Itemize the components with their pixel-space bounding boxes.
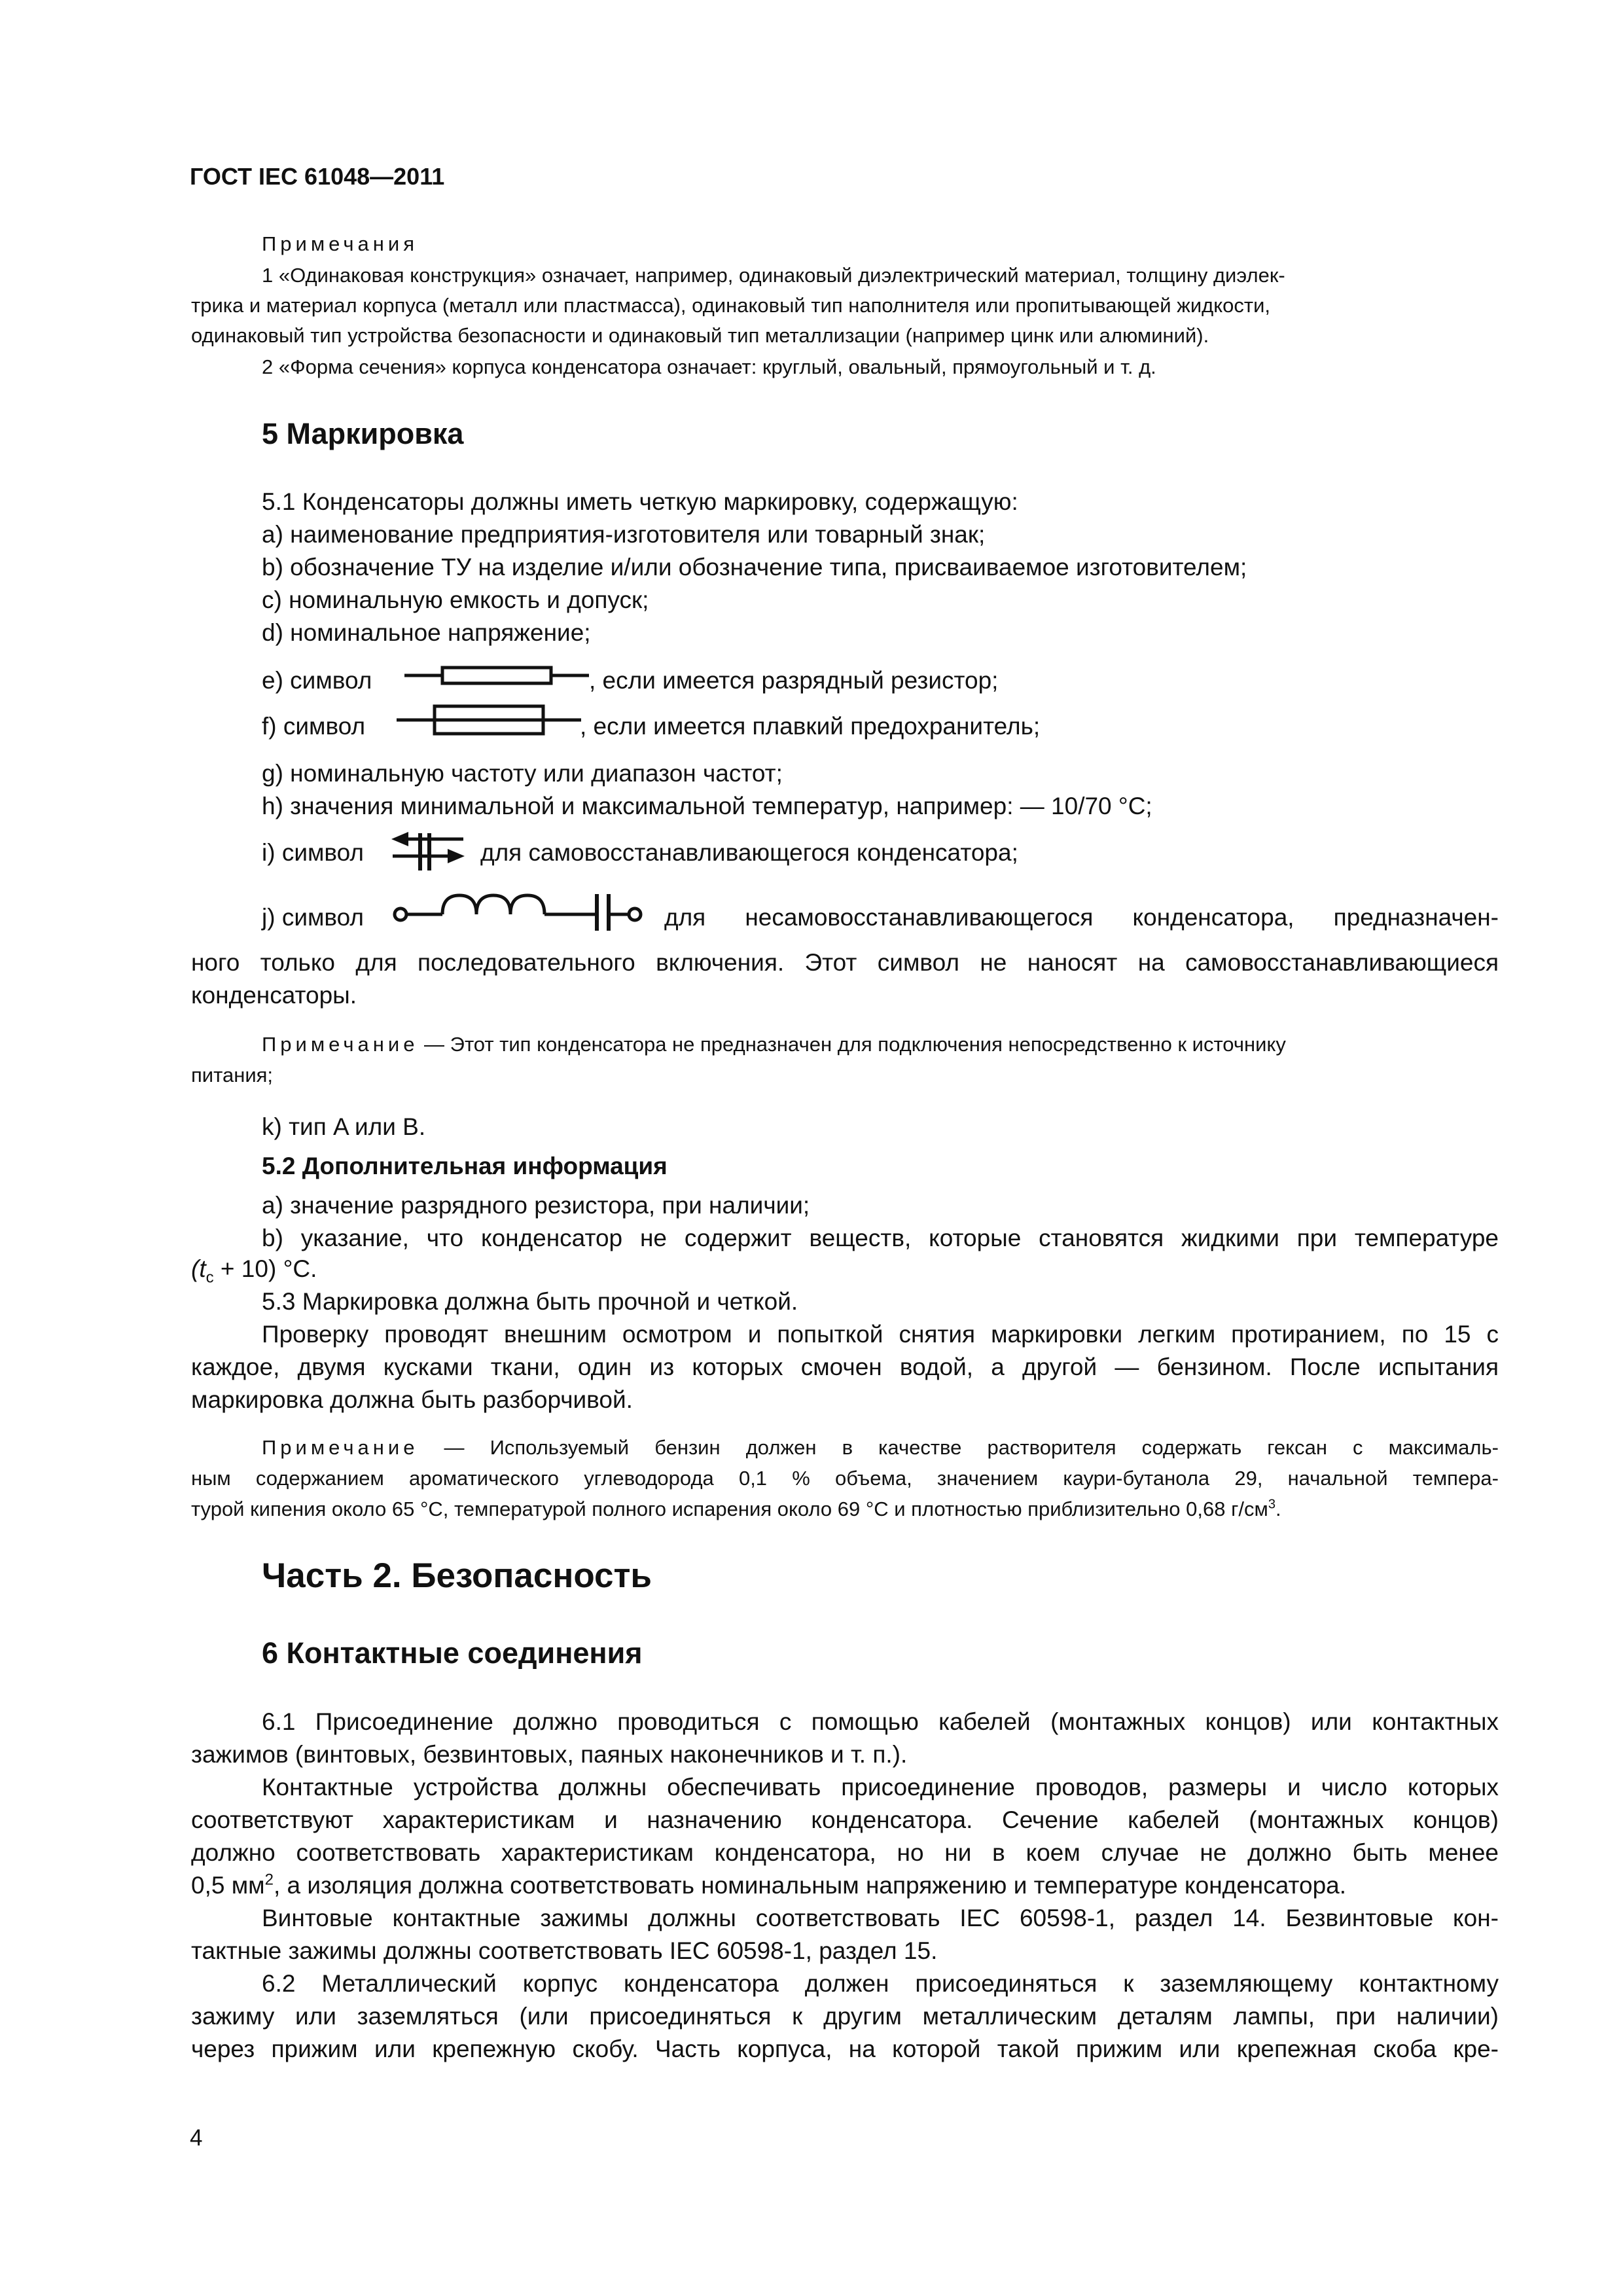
clause-5-2-heading: 5.2 Дополнительная информация [262,1153,668,1179]
note-1-line-1: 1 «Одинаковая конструкция» означает, например, одинаковый диэлектрический материал, толщину диэлек- [262,264,1285,287]
list-item-c: c) номинальную емкость и допуск; [262,586,649,613]
clause-5-2-item-b-line-1: b) указание, что конденсатор не содержит веществ, которые становятся жидкими при температуре [262,1225,1499,1251]
clause-6-2-line-2: зажиму или заземляться (или присоединяться к другим металлическим деталям лампы, при наличии) [191,2003,1499,2030]
list-item-j-prefix: j) символ [262,904,365,931]
note-j-text: — Этот тип конденсатора не предназначен для подключения непосредственно к источнику [418,1033,1286,1056]
temperature-subscript: c [205,1268,214,1287]
notes-title: Примечания [262,232,418,255]
clause-5-1: 5.1 Конденсаторы должны иметь четкую маркировку, содержащую: [262,488,1018,515]
document-code-header: ГОСТ IEC 61048—2011 [190,163,445,190]
list-item-h: h) значения минимальной и максимальной температур, например: — 10/70 °C; [262,793,1152,819]
clause-5-2-item-b-line-2 [191,1255,317,1287]
list-item-d: d) номинальное напряжение; [262,619,591,646]
clause-6-1-line-1: 6.1 Присоединение должно проводиться с помощью кабелей (монтажных концов) или контактных [262,1708,1499,1735]
part-2-heading: Часть 2. Безопасность [262,1556,652,1595]
list-item-g: g) номинальную частоту или диапазон частот; [262,760,783,787]
cross-section-value: 0,5 мм [191,1872,265,1899]
note-5-3-line-2: ным содержанием ароматического углеводорода 0,1 % объема, значением каури-бутанола 29, начальной темпера- [191,1467,1499,1490]
clause-6-2-line-3: через прижим или крепежную скобу. Часть корпуса, на которой такой прижим или крепежная скоба кре- [191,2036,1499,2062]
note-1-line-2: трика и материал корпуса (металл или пластмасса), одинаковый тип наполнителя или пропитывающей жидкости, [191,294,1271,317]
clause-5-2-item-a: a) значение разрядного резистора, при наличии; [262,1192,810,1219]
self-healing-capacitor-symbol-icon [391,830,465,874]
note-5-3-line-3-text: турой кипения около 65 °C, температурой полного испарения около 69 °C и плотностью приблизительно 0,68 г/см [191,1498,1268,1520]
cubic-superscript: 3 [1268,1497,1276,1512]
clause-6-1b-line-4 [191,1873,1346,1897]
fuse-symbol-icon [397,701,581,739]
clause-6-1c-line-1: Винтовые контактные зажимы должны соответствовать IEC 60598-1, раздел 14. Безвинтовые кон- [262,1905,1499,1931]
list-item-e-prefix: e) символ [262,667,372,694]
clause-5-3: 5.3 Маркировка должна быть прочной и четкой. [262,1288,798,1315]
list-item-i-suffix: для самовосстанавливающегося конденсатора; [480,839,1018,866]
note-5-3-label: Примечание [262,1436,419,1459]
temperature-symbol: (t [191,1255,206,1282]
list-item-j-line-2: ного только для последовательного включения. Этот символ не наносят на самовосстанавливающиеся [191,949,1499,976]
note-5-3-line-3-end: . [1275,1498,1281,1520]
note-1-line-3: одинаковый тип устройства безопасности и одинаковый тип металлизации (например цинк или алюминий). [191,324,1209,347]
clause-6-1-line-2: зажимов (винтовых, безвинтовых, паяных наконечников и т. п.). [191,1741,908,1768]
list-item-a: a) наименование предприятия-изготовителя или товарный знак; [262,521,986,548]
clause-6-1c-line-2: тактные зажимы должны соответствовать IEC 60598-1, раздел 15. [191,1937,938,1964]
square-superscript: 2 [264,1871,274,1889]
section-6-heading: 6 Контактные соединения [262,1636,643,1670]
page-number: 4 [190,2125,203,2151]
note-5-3-line-3 [191,1499,1281,1519]
list-item-e-suffix: , если имеется разрядный резистор; [589,667,999,694]
note-5-3-text: — Используемый бензин должен в качестве растворителя содержать гексан с максималь- [418,1436,1499,1459]
note-j-label: Примечание [262,1033,419,1056]
note-5-3-line-1 [262,1437,1499,1458]
list-item-b: b) обозначение ТУ на изделие и/или обозначение типа, присваиваемое изготовителем; [262,554,1247,581]
clause-6-1b-line-4-text: , а изоляция должна соответствовать номинальным напряжению и температуре конденсатора. [273,1872,1347,1899]
note-j-line-2: питания; [191,1064,274,1086]
list-item-k: k) тип A или B. [262,1113,426,1140]
list-item-j-line-3: конденсаторы. [191,982,357,1009]
clause-6-1b-line-1: Контактные устройства должны обеспечивать присоединение проводов, размеры и число которых [262,1774,1499,1801]
section-5-heading: 5 Маркировка [262,417,464,450]
temperature-expression: + 10) °C. [213,1255,317,1282]
list-item-f-prefix: f) символ [262,713,366,740]
list-item-j-suffix: для несамовосстанавливающегося конденсатора, предназначен- [664,904,1499,931]
clause-6-1b-line-3: должно соответствовать характеристикам конденсатора, но ни в коем случае не должно быть менее [191,1839,1499,1866]
clause-6-2-line-1: 6.2 Металлический корпус конденсатора должен присоединяться к заземляющему контактному [262,1970,1499,1997]
list-item-i-prefix: i) символ [262,839,365,866]
note-j-line-1 [262,1034,1286,1054]
note-2: 2 «Форма сечения» корпуса конденсатора означает: круглый, овальный, прямоугольный и т. д. [262,355,1156,378]
clause-5-3-line-2: Проверку проводят внешним осмотром и попыткой снятия маркировки легким протиранием, по 15 с [262,1321,1499,1348]
clause-5-3-line-4: маркировка должна быть разборчивой. [191,1386,633,1413]
series-inductor-capacitor-symbol-icon [393,890,649,933]
list-item-f-suffix: , если имеется плавкий предохранитель; [580,713,1041,740]
resistor-symbol-icon [404,660,589,694]
clause-5-3-line-3: каждое, двумя кусками ткани, один из которых смочен водой, а другой — бензином. После испытания [191,1354,1499,1380]
clause-6-1b-line-2: соответствуют характеристикам и назначению конденсатора. Сечение кабелей (монтажных концов) [191,1806,1499,1833]
